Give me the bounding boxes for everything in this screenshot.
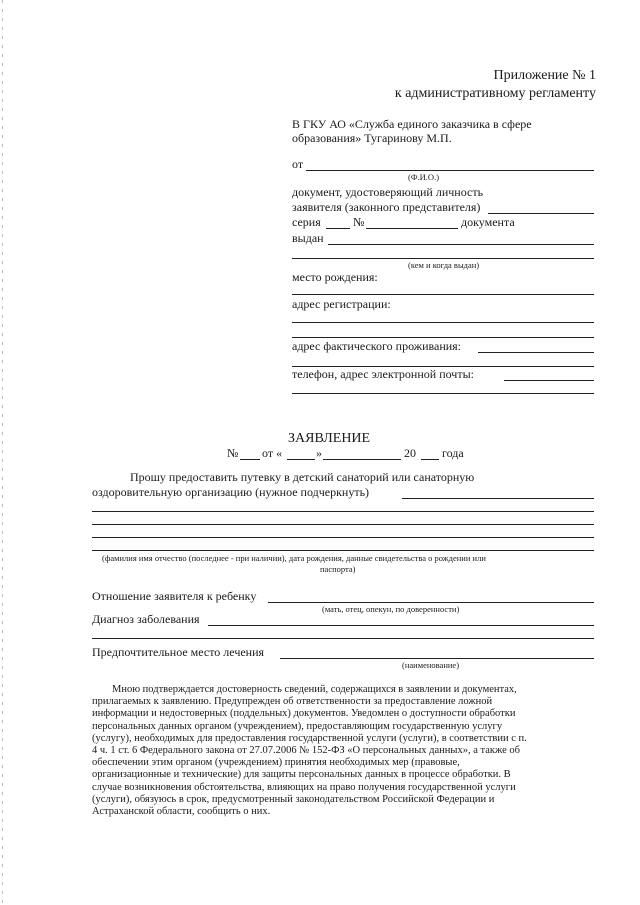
consent-line: случае возникновения обстоятельства, влияющих на право получения государственной услуги xyxy=(92,781,516,793)
request-field-line-1[interactable] xyxy=(402,498,594,499)
issued-field-line[interactable] xyxy=(328,244,594,245)
actual-address-label: адрес фактического проживания: xyxy=(292,339,462,353)
statement-year-field[interactable] xyxy=(421,459,439,460)
contact-field-line-2[interactable] xyxy=(292,393,594,394)
relation-field-line[interactable] xyxy=(268,602,594,603)
diagnosis-label: Диагноз заболевания xyxy=(92,612,200,626)
contact-field-line-1[interactable] xyxy=(504,380,594,381)
consent-line: (услугу), необходимых для предоставления государственной услуги (услуги), в соответствии с п. xyxy=(92,732,527,744)
representative-field-line[interactable] xyxy=(488,213,594,214)
diagnosis-field-line-1[interactable] xyxy=(208,625,594,626)
statement-date-from-label: от « xyxy=(262,446,283,460)
consent-line: Астраханской области, сообщить о них. xyxy=(92,806,271,818)
document-number-field-line[interactable] xyxy=(366,228,458,229)
relation-label: Отношение заявителя к ребенку xyxy=(92,589,257,603)
contact-label: телефон, адрес электронной почты: xyxy=(292,367,474,381)
statement-day-field[interactable] xyxy=(287,459,315,460)
preferred-place-caption: (наименование) xyxy=(402,660,460,670)
issued-label: выдан xyxy=(292,231,324,245)
diagnosis-field-line-2[interactable] xyxy=(92,638,594,639)
preferred-place-label: Предпочтительное место лечения xyxy=(92,645,265,659)
statement-number-field[interactable] xyxy=(240,459,260,460)
from-label: от xyxy=(292,157,304,171)
scan-edge-artifact xyxy=(2,0,3,905)
consent-paragraph xyxy=(92,684,598,818)
birthplace-label: место рождения: xyxy=(292,270,378,284)
document-word: документа xyxy=(461,215,515,229)
recipient-line-1: В ГКУ АО «Служба единого заказчика в сфере xyxy=(292,117,532,131)
appendix-subtitle: к административному регламенту xyxy=(394,86,596,101)
issued-field-line-2[interactable] xyxy=(292,258,594,259)
appendix-title: Приложение № 1 xyxy=(493,68,596,83)
statement-title: ЗАЯВЛЕНИЕ xyxy=(288,431,371,446)
request-text-line-2: оздоровительную организацию (нужное подчеркнуть) xyxy=(92,485,370,499)
consent-line: 4 ч. 1 ст. 6 Федерального закона от 27.07.2006 № 152-ФЗ «О персональных данных», а также об xyxy=(92,745,520,757)
document-label-line-2: заявителя (законного представителя) xyxy=(292,200,481,214)
recipient-line-2: образования» Тугаринову М.П. xyxy=(292,131,452,145)
child-caption-line-2: паспорта) xyxy=(320,564,356,574)
statement-year-suffix: года xyxy=(442,446,464,460)
series-field-line[interactable] xyxy=(326,228,350,229)
consent-line: Мною подтверждается достоверность сведений, содержащихся в заявлении и документах, xyxy=(112,684,517,695)
relation-caption: (мать, отец, опекун, по доверенности) xyxy=(322,604,460,614)
consent-line: (услуги), обязуюсь в срок, предусмотренный законодательством Российской Федерации и xyxy=(92,793,495,805)
child-info-field-line-1[interactable] xyxy=(92,511,594,512)
fio-caption: (Ф.И.О.) xyxy=(408,172,440,182)
child-info-field-line-3[interactable] xyxy=(92,537,594,538)
registration-field-line-1[interactable] xyxy=(292,322,594,323)
statement-month-field[interactable] xyxy=(323,459,401,460)
consent-line: организационные и технические) для защиты персональных данных в процессе обработки. В xyxy=(92,769,511,781)
child-info-field-line-2[interactable] xyxy=(92,524,594,525)
issued-caption: (кем и когда выдан) xyxy=(408,260,480,270)
actual-address-field-line-1[interactable] xyxy=(478,352,594,353)
statement-number-label: № xyxy=(227,446,239,460)
request-text-line-1: Прошу предоставить путевку в детский санаторий или санаторную xyxy=(130,470,475,484)
consent-line: информации и недостоверных (поддельных) документов. Уведомлен о доступности обработки xyxy=(92,708,516,720)
child-caption-line-1: (фамилия имя отчество (последнее - при наличии), дата рождения, данные свидетельства о рождении или xyxy=(102,553,486,563)
birthplace-field-line[interactable] xyxy=(292,294,594,295)
consent-line: обеспечении этим органом (учреждением) принятия необходимых мер (правовые, xyxy=(92,757,460,769)
statement-year-prefix: 20 xyxy=(404,446,416,460)
child-info-field-line-4[interactable] xyxy=(92,550,594,551)
consent-line: персональных данных органом (учреждением), предоставляющим государственную услугу xyxy=(92,720,503,732)
fio-field-line[interactable] xyxy=(306,170,594,171)
series-label: серия xyxy=(292,215,321,229)
registration-label: адрес регистрации: xyxy=(292,297,391,311)
statement-quote-close: » xyxy=(316,446,322,460)
document-label-line-1: документ, удостоверяющий личность xyxy=(292,185,484,199)
number-label: № xyxy=(353,215,365,229)
preferred-place-field-line[interactable] xyxy=(280,658,594,659)
consent-line: прилагаемых к заявлению. Предупрежден об ответственности за предоставление ложной xyxy=(92,696,493,708)
registration-field-line-2[interactable] xyxy=(292,337,594,338)
